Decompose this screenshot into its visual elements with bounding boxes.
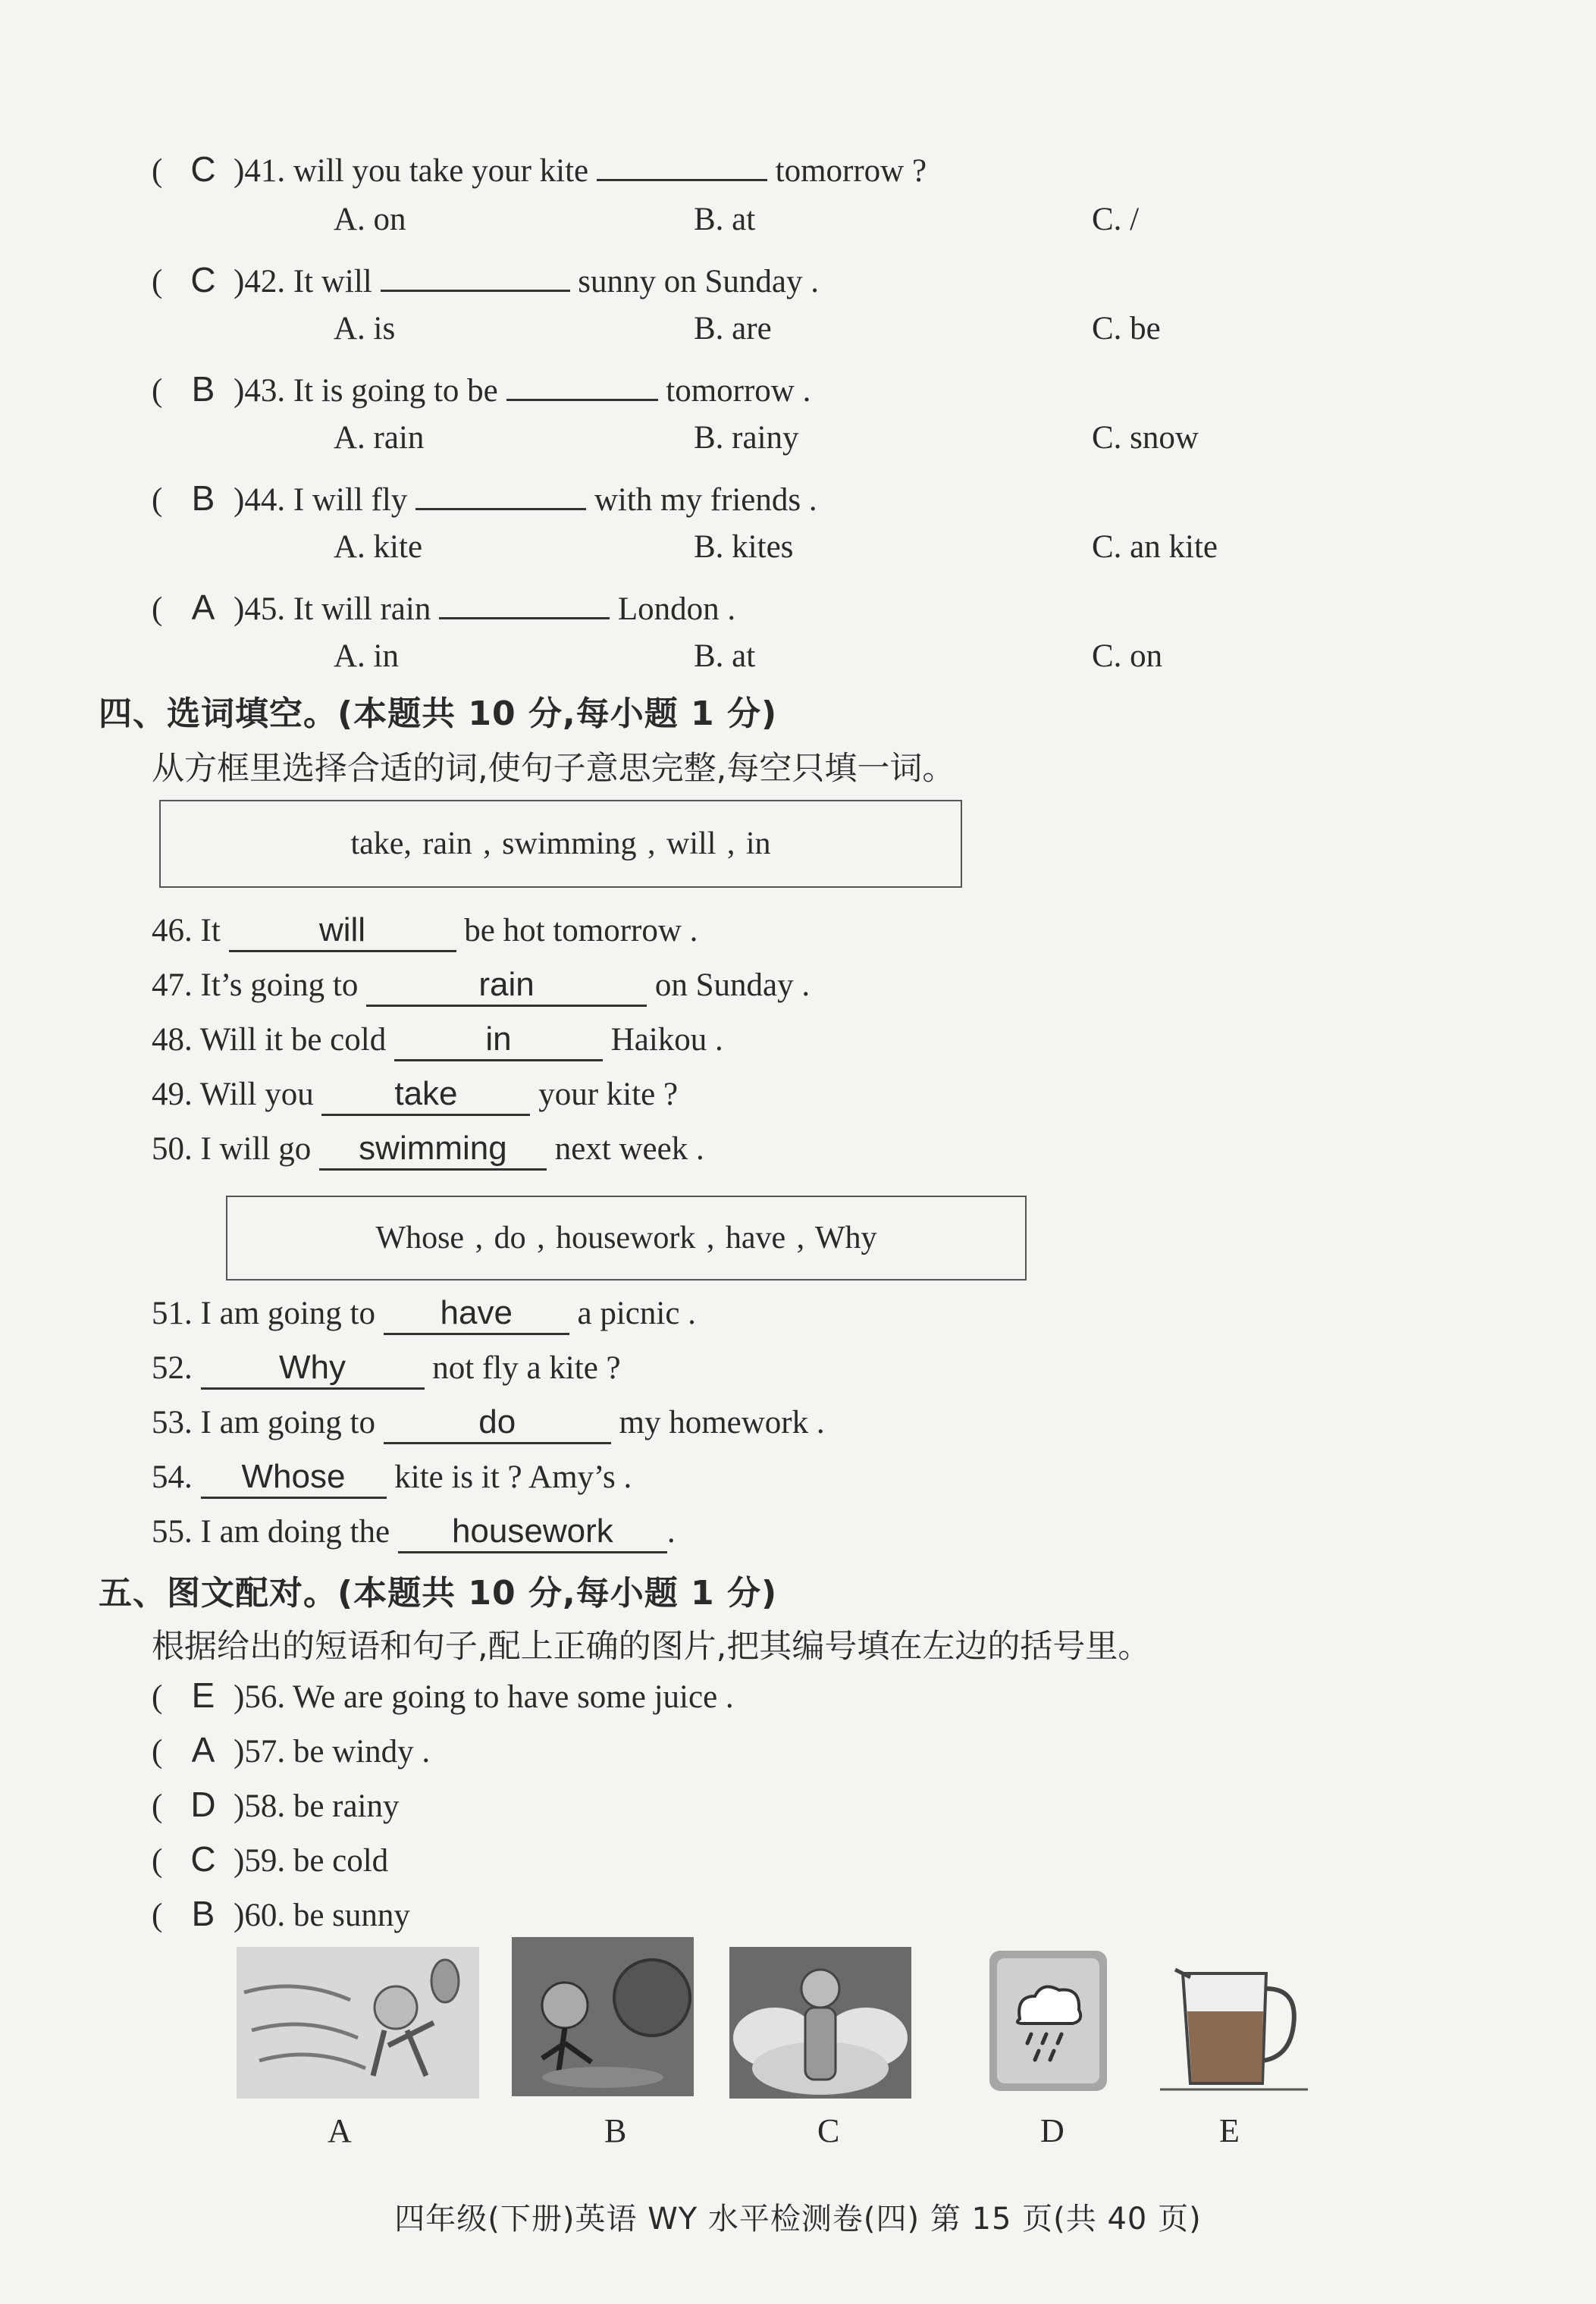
blank-44[interactable] [415,472,586,510]
answer-56[interactable]: E [191,1675,215,1715]
option-b[interactable]: B. rainy [694,420,799,456]
question-number: 44 [244,482,277,518]
question-43: ( B )43. It is going to be tomorrow . [152,362,811,405]
blank-54[interactable]: Whose [201,1460,387,1499]
fill-question-49: 49. Will you take your kite ? [152,1072,678,1118]
rainy-cloud-picture [989,1951,1107,2091]
answer-45[interactable]: A [191,588,215,627]
option-b[interactable]: B. at [694,202,756,237]
blank-49[interactable]: take [321,1077,530,1116]
blank-47[interactable]: rain [366,968,647,1007]
answer-43[interactable]: B [191,369,215,409]
picture-label-b: B [604,2112,627,2149]
blank-46[interactable]: will [229,914,456,952]
picture-label-a: A [328,2112,352,2149]
blank-42[interactable] [381,253,570,292]
question-text: with my friends . [594,482,817,518]
fill-question-51: 51. I am going to have a picnic . [152,1291,696,1337]
option-c[interactable]: C. be [1092,311,1161,346]
windy-picture [237,1947,479,2099]
question-42: ( C )42. It will sunny on Sunday . [152,253,819,296]
option-a[interactable]: A. rain [334,420,425,456]
section-4-instruction: 从方框里选择合适的词,使句子意思完整,每空只填一词。 [152,750,955,788]
matching-item-58: ( D )58. be rainy [152,1785,400,1824]
section-4-heading: 四、选词填空。(本题共 10 分,每小题 1 分) [99,694,778,733]
question-text: I will fly [293,482,408,518]
fill-question-54: 54. Whose kite is it ? Amy’s . [152,1455,632,1500]
matching-item-60: ( B )60. be sunny [152,1894,410,1933]
answer-59[interactable]: C [190,1839,216,1879]
fill-question-46: 46. It will be hot tomorrow . [152,908,698,954]
options-44 [334,526,1243,569]
blank-45[interactable] [439,581,610,619]
blank-51[interactable]: have [384,1296,569,1335]
matching-item-57: ( A )57. be windy . [152,1730,431,1770]
question-text: It will [293,264,372,299]
options-45 [334,635,1243,678]
cold-picture [729,1947,911,2099]
page-footer: 四年级(下册)英语 WY 水平检测卷(四) 第 15 页(共 40 页) [394,2202,1202,2237]
option-a[interactable]: A. on [334,202,406,237]
section-5-instruction: 根据给出的短语和句子,配上正确的图片,把其编号填在左边的括号里。 [152,1628,1151,1666]
question-text: tomorrow ? [775,153,927,189]
question-text: tomorrow . [666,373,811,409]
option-a[interactable]: A. kite [334,529,423,565]
question-45: ( A )45. It will rain London . [152,581,735,623]
matching-item-59: ( C )59. be cold [152,1839,389,1879]
option-b[interactable]: B. at [694,638,756,674]
option-c[interactable]: C. / [1092,202,1140,237]
question-number: 41 [244,153,277,189]
blank-55[interactable]: housework [398,1515,667,1553]
juice-jug-picture [1160,1954,1308,2095]
fill-question-48: 48. Will it be cold in Haikou . [152,1017,723,1063]
question-text: It will rain [293,591,431,627]
question-number: 43 [244,373,277,409]
option-c[interactable]: C. snow [1092,420,1199,456]
matching-item-56: ( E )56. We are going to have some juice . [152,1675,734,1715]
question-text: sunny on Sunday . [578,264,819,299]
question-number: 42 [244,264,277,299]
blank-53[interactable]: do [384,1406,611,1444]
answer-60[interactable]: B [191,1894,215,1933]
question-41: ( C )41. will you take your kite tomorrow ? [152,143,927,185]
answer-44[interactable]: B [191,478,215,518]
answer-42[interactable]: C [190,260,216,299]
question-text: London . [617,591,736,627]
answer-41[interactable]: C [190,149,216,189]
word-box-2: Whose , do , housework , have , Why [226,1196,1027,1281]
fill-question-50: 50. I will go swimming next week . [152,1127,704,1172]
blank-48[interactable]: in [394,1023,603,1061]
question-text: will you take your kite [293,153,589,189]
question-44: ( B )44. I will fly with my friends . [152,472,817,514]
fill-question-53: 53. I am going to do my homework . [152,1400,825,1446]
option-c[interactable]: C. an kite [1092,529,1218,565]
answer-58[interactable]: D [190,1785,216,1824]
options-42 [334,308,1243,350]
section-5-heading: 五、图文配对。(本题共 10 分,每小题 1 分) [99,1574,778,1613]
sunny-picture [512,1937,694,2096]
question-number: 45 [244,591,277,627]
blank-43[interactable] [506,362,658,401]
picture-label-e: E [1219,2112,1240,2149]
options-43 [334,417,1243,459]
option-c[interactable]: C. on [1092,638,1163,674]
blank-52[interactable]: Why [201,1351,425,1390]
option-b[interactable]: B. are [694,311,772,346]
option-a[interactable]: A. in [334,638,399,674]
word-box-1: take, rain , swimming , will , in [159,800,962,888]
question-text: It is going to be [293,373,498,409]
fill-question-55: 55. I am doing the housework . [152,1509,676,1555]
options-41 [334,199,1243,241]
option-a[interactable]: A. is [334,311,396,346]
fill-question-47: 47. It’s going to rain on Sunday . [152,963,810,1008]
picture-label-d: D [1040,2112,1065,2149]
answer-57[interactable]: A [191,1730,215,1770]
blank-41[interactable] [597,143,767,181]
blank-50[interactable]: swimming [319,1132,547,1171]
picture-label-c: C [817,2112,840,2149]
fill-question-52: 52. Why not fly a kite ? [152,1346,621,1391]
option-b[interactable]: B. kites [694,529,794,565]
